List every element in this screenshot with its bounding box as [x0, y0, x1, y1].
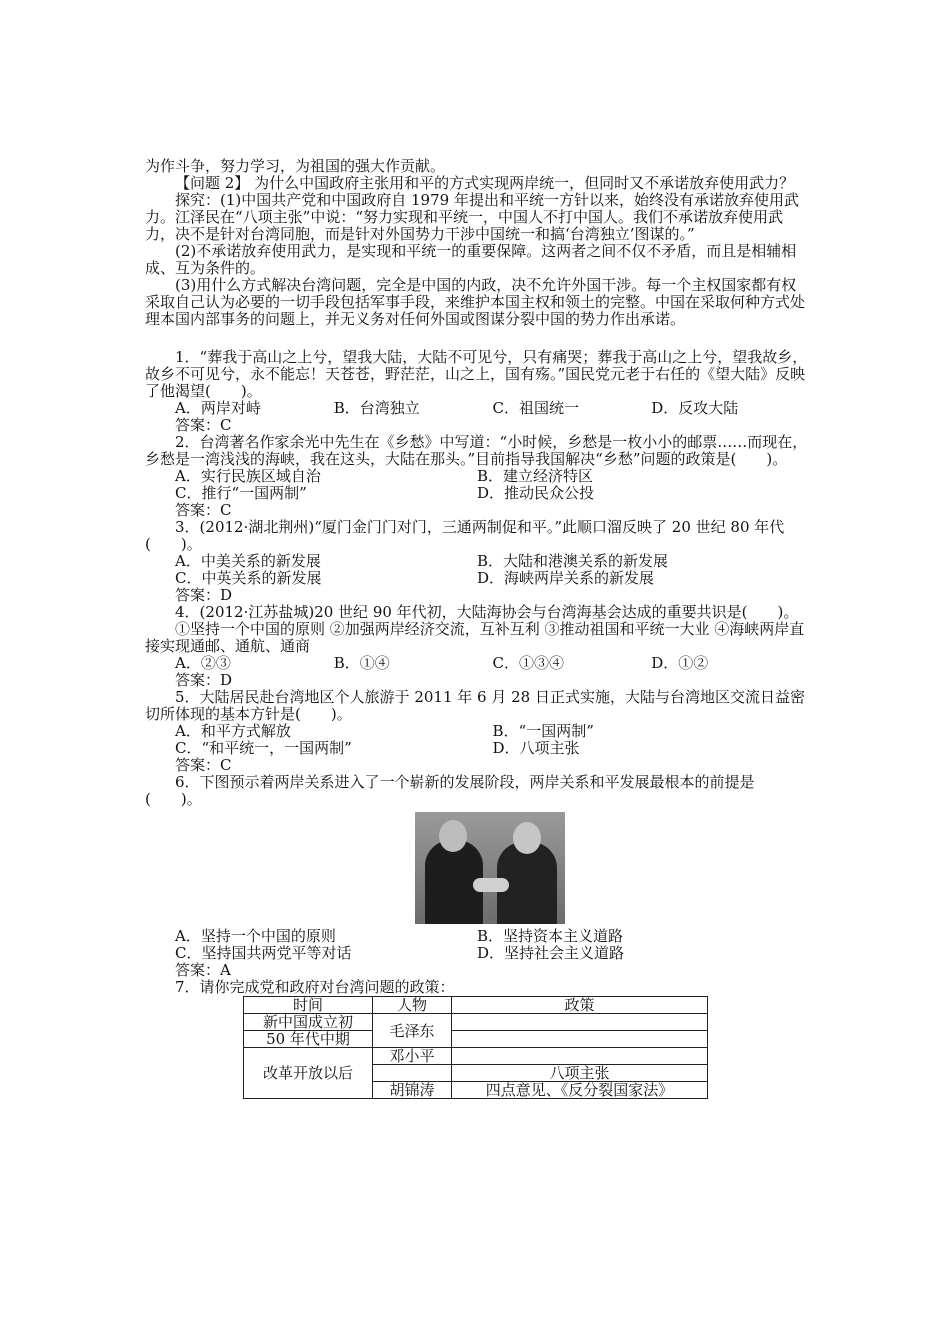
time-cell: 新中国成立初	[244, 1014, 373, 1031]
person-cell: 毛泽东	[373, 1014, 452, 1048]
header-policy: 政策	[452, 997, 708, 1014]
option: D．海峡两岸关系的新发展	[477, 569, 655, 587]
option: A．坚持一个中国的原则	[175, 927, 336, 945]
option: A．实行民族区域自治	[175, 467, 321, 485]
option: A．中美关系的新发展	[175, 552, 321, 570]
option: B．坚持资本主义道路	[477, 927, 624, 945]
person-left-head	[439, 820, 467, 852]
question-4-items: ①坚持一个中国的原则 ②加强两岸经济交流，互补互利 ③推动祖国和平统一大业 ④海峡两岸直接实现通邮、通航、通商	[145, 620, 805, 655]
question-6-options-row1	[145, 928, 810, 945]
option: B．台湾独立	[333, 399, 420, 417]
handshake-photo	[415, 812, 565, 924]
table-row	[244, 1014, 708, 1031]
question-6-answer: 答案：A	[175, 961, 231, 979]
table-row	[244, 1048, 708, 1065]
time-cell: 改革开放以后	[244, 1048, 373, 1099]
time-cell: 50 年代中期	[244, 1031, 373, 1048]
question-6-stem: 6．下图预示着两岸关系进入了一个崭新的发展阶段，两岸关系和平发展最根本的前提是( )。	[145, 773, 755, 808]
explore-paragraph-1: 探究：(1)中国共产党和中国政府自 1979 年提出和平统一方针以来，始终没有承诺放弃使用武力。江泽民在“八项主张”中说：“努力实现和平统一，中国人不打中国人。我们不承诺放弃使用武力，决不是针对台湾同胞，而是针对外国势力干涉中国统一和搞‘台湾独立’图谋的。”	[145, 191, 799, 243]
person-cell: 胡锦涛	[373, 1082, 452, 1099]
question-7-stem: 7．请你完成党和政府对台湾问题的政策：	[175, 978, 455, 996]
document-page	[145, 158, 810, 1099]
option: C．①③④	[492, 654, 564, 672]
question-3-options-row1	[145, 553, 810, 570]
question-6-options-row2	[145, 945, 810, 962]
header-person: 人物	[373, 997, 452, 1014]
person-cell: 邓小平	[373, 1048, 452, 1065]
option: A．两岸对峙	[175, 399, 261, 417]
option: A．和平方式解放	[175, 722, 291, 740]
option: C．坚持国共两党平等对话	[175, 944, 352, 962]
option: B．大陆和港澳关系的新发展	[477, 552, 669, 570]
question-2b-options-row2	[145, 485, 810, 502]
question-1-options	[145, 400, 810, 417]
option: C．“和平统一，一国两制”	[175, 739, 352, 757]
question-1-answer: 答案：C	[175, 416, 232, 434]
option: B．“一国两制”	[492, 722, 594, 740]
question-2-label: 【问题 2】	[175, 174, 250, 192]
question-2b-stem: 2．台湾著名作家余光中先生在《乡愁》中写道：“小时候，乡愁是一枚小小的邮票……而现在，乡愁是一湾浅浅的海峡，我在这头，大陆在那头。”目前指导我国解决“乡愁”问题的政策是( )。	[145, 433, 808, 468]
explore-paragraph-3: (3)用什么方式解决台湾问题，完全是中国的内政，决不允许外国干涉。每一个主权国家都有权采取自己认为必要的一切手段包括军事手段，来维护本国主权和领土的完整。中国在采取何种方式处理本国内部事务的问题上，并无义务对任何外国或图谋分裂中国的势力作出承诺。	[145, 276, 806, 328]
header-time: 时间	[244, 997, 373, 1014]
spacer	[145, 328, 810, 349]
question-5-options-row1	[145, 723, 810, 740]
option: D．坚持社会主义道路	[477, 944, 625, 962]
policy-cell: 四点意见、《反分裂国家法》	[452, 1082, 708, 1099]
question-4-options	[145, 655, 810, 672]
question-5-options-row2	[145, 740, 810, 757]
table-header-row	[244, 997, 708, 1014]
option: B．建立经济特区	[477, 467, 594, 485]
question-4-answer: 答案：D	[175, 671, 233, 689]
option: C．中英关系的新发展	[175, 569, 322, 587]
handshake	[473, 878, 509, 892]
question-2-heading	[145, 175, 810, 192]
policy-cell: 八项主张	[452, 1065, 708, 1082]
intro-line: 为作斗争，努力学习，为祖国的强大作贡献。	[145, 157, 446, 175]
table-row	[244, 1031, 708, 1048]
question-5-answer: 答案：C	[175, 756, 232, 774]
policy-cell[interactable]	[452, 1048, 708, 1065]
option: B．①④	[333, 654, 390, 672]
policy-table	[243, 996, 708, 1099]
person-cell[interactable]	[373, 1065, 452, 1082]
person-right-head	[513, 822, 541, 854]
question-5-stem: 5．大陆居民赴台湾地区个人旅游于 2011 年 6 月 28 日正式实施，大陆与台湾地区交流日益密切所体现的基本方针是( )。	[145, 688, 805, 723]
option: D．推动民众公投	[477, 484, 595, 502]
option: D．①②	[651, 654, 709, 672]
policy-cell[interactable]	[452, 1014, 708, 1031]
policy-cell[interactable]	[452, 1031, 708, 1048]
question-4-stem: 4．(2012·江苏盐城)20 世纪 90 年代初，大陆海协会与台湾海基会达成的重要共识是( )。	[175, 603, 799, 621]
question-3-stem: 3．(2012·湖北荆州)“厦门金门门对门，三通两制促和平。”此顺口溜反映了 20 世纪 80 年代( )。	[145, 518, 785, 553]
question-3-options-row2	[145, 570, 810, 587]
question-2-text: 为什么中国政府主张用和平的方式实现两岸统一，但同时又不承诺放弃使用武力？	[249, 174, 795, 192]
question-1-stem: 1．“葬我于高山之上兮，望我大陆，大陆不可见兮，只有痛哭；葬我于高山之上兮，望我故乡，故乡不可见兮，永不能忘！天苍苍，野茫茫，山之上，国有殇。”国民党元老于右任的《望大陆》反映了他渴望( )。	[145, 348, 808, 400]
question-2b-answer: 答案：C	[175, 501, 232, 519]
option: C．推行“一国两制”	[175, 484, 307, 502]
option: D．八项主张	[492, 739, 580, 757]
option: A．②③	[175, 654, 231, 672]
question-3-answer: 答案：D	[175, 586, 233, 604]
option: C．祖国统一	[492, 399, 579, 417]
explore-paragraph-2: (2)不承诺放弃使用武力，是实现和平统一的重要保障。这两者之间不仅不矛盾，而且是相辅相成、互为条件的。	[145, 242, 797, 277]
option: D．反攻大陆	[651, 399, 739, 417]
question-2b-options-row1	[145, 468, 810, 485]
